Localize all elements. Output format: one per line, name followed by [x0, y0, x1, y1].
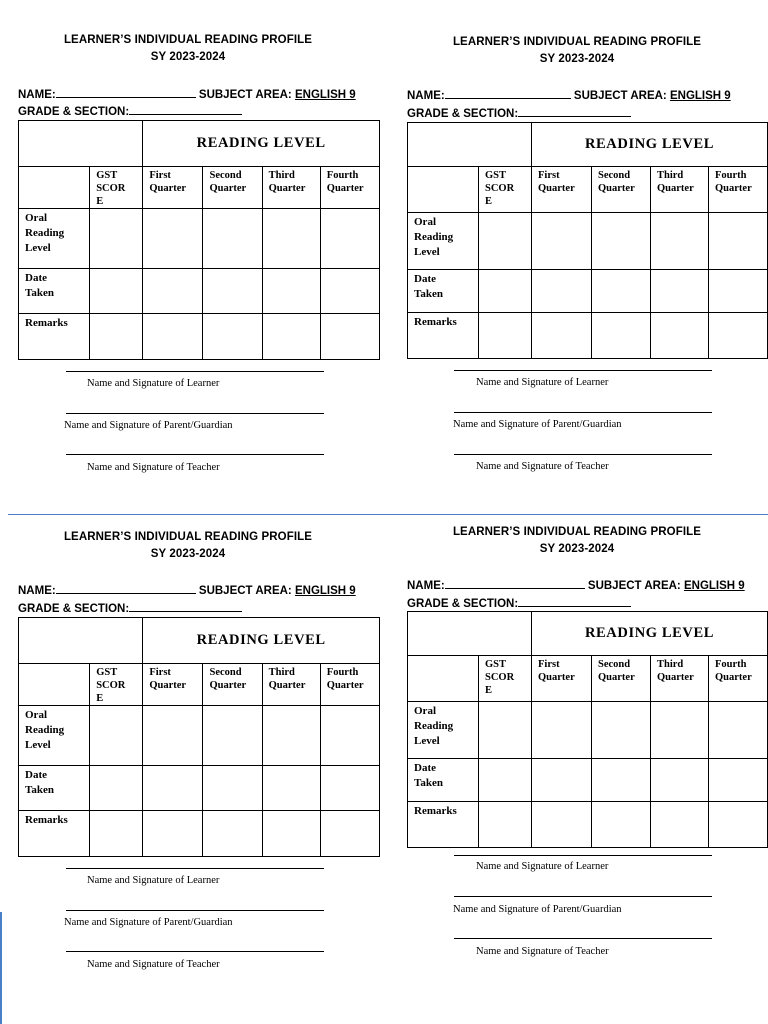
- entry-cell[interactable]: [592, 702, 651, 759]
- entry-cell[interactable]: [592, 213, 651, 270]
- subject-area-label: SUBJECT AREA:: [198, 585, 292, 597]
- school-year: SY 2023-2024: [539, 53, 615, 65]
- entry-cell[interactable]: [532, 213, 592, 270]
- learner-signature-line[interactable]: [454, 855, 712, 856]
- reading-level-header: READING LEVEL: [143, 121, 380, 167]
- row-header-remarks: Remarks: [19, 314, 90, 360]
- entry-cell[interactable]: [479, 759, 532, 802]
- column-header-third-quarter: Third Quarter: [651, 656, 709, 702]
- reading-level-header: READING LEVEL: [532, 123, 768, 167]
- grade-section-label: GRADE & SECTION:: [407, 108, 519, 120]
- name-field[interactable]: [56, 582, 196, 594]
- name-label: NAME:: [407, 90, 445, 102]
- card-header: [18, 32, 358, 66]
- parent-signature-line[interactable]: [454, 412, 712, 413]
- entry-cell[interactable]: [262, 269, 320, 314]
- entry-cell[interactable]: [592, 802, 651, 848]
- name-subject-line: [18, 86, 356, 101]
- page-edge-mark: [0, 912, 2, 1024]
- grade-section-label: GRADE & SECTION:: [18, 106, 130, 118]
- column-header-third-quarter: Third Quarter: [651, 167, 709, 213]
- grade-section-field[interactable]: [129, 600, 242, 612]
- subject-area-value: ENGLISH 9: [683, 580, 745, 592]
- entry-cell[interactable]: [143, 811, 203, 857]
- parent-signature-caption: Name and Signature of Parent/Guardian: [64, 420, 233, 431]
- grade-section-line: [18, 103, 242, 118]
- teacher-signature-caption: Name and Signature of Teacher: [87, 959, 220, 970]
- table-blank-cell: [19, 664, 90, 706]
- teacher-signature-line[interactable]: [454, 454, 712, 455]
- entry-cell[interactable]: [709, 270, 768, 313]
- entry-cell[interactable]: [651, 802, 709, 848]
- column-header-gst-score: GST SCOR E: [479, 656, 532, 702]
- entry-cell[interactable]: [203, 706, 262, 766]
- row-header-date-taken: Date Taken: [19, 269, 90, 314]
- entry-cell[interactable]: [532, 313, 592, 359]
- parent-signature-line[interactable]: [66, 413, 324, 414]
- entry-cell[interactable]: [203, 766, 262, 811]
- column-header-fourth-quarter: Fourth Quarter: [320, 664, 379, 706]
- entry-cell[interactable]: [651, 759, 709, 802]
- column-header-first-quarter: First Quarter: [143, 664, 203, 706]
- entry-cell[interactable]: [651, 213, 709, 270]
- entry-cell[interactable]: [709, 759, 768, 802]
- name-label: NAME:: [18, 89, 56, 101]
- subject-area-label: SUBJECT AREA:: [198, 89, 292, 101]
- grade-section-field[interactable]: [518, 595, 631, 607]
- row-header-oral-reading-level: Oral Reading Level: [19, 706, 90, 766]
- entry-cell[interactable]: [262, 314, 320, 360]
- entry-cell[interactable]: [90, 269, 143, 314]
- row-header-oral-reading-level: Oral Reading Level: [408, 213, 479, 270]
- reading-profile-card: [407, 524, 768, 984]
- entry-cell[interactable]: [479, 270, 532, 313]
- row-header-date-taken: Date Taken: [408, 270, 479, 313]
- entry-cell[interactable]: [592, 270, 651, 313]
- subject-area-value: ENGLISH 9: [294, 89, 356, 101]
- entry-cell[interactable]: [709, 802, 768, 848]
- card-header: [407, 34, 747, 68]
- parent-signature-caption: Name and Signature of Parent/Guardian: [64, 917, 233, 928]
- entry-cell[interactable]: [262, 209, 320, 269]
- entry-cell[interactable]: [320, 314, 379, 360]
- column-header-third-quarter: Third Quarter: [262, 664, 320, 706]
- entry-cell[interactable]: [532, 702, 592, 759]
- grade-section-field[interactable]: [129, 103, 242, 115]
- name-field[interactable]: [445, 87, 571, 99]
- form-title: LEARNER’S INDIVIDUAL READING PROFILE: [63, 34, 313, 46]
- column-header-fourth-quarter: Fourth Quarter: [709, 167, 768, 213]
- teacher-signature-line[interactable]: [454, 938, 712, 939]
- entry-cell[interactable]: [479, 213, 532, 270]
- learner-signature-line[interactable]: [66, 371, 324, 372]
- grade-section-line: [407, 595, 631, 610]
- name-field[interactable]: [56, 86, 196, 98]
- column-header-fourth-quarter: Fourth Quarter: [320, 167, 379, 209]
- learner-signature-caption: Name and Signature of Learner: [476, 377, 609, 388]
- learner-signature-caption: Name and Signature of Learner: [87, 875, 220, 886]
- entry-cell[interactable]: [651, 702, 709, 759]
- name-subject-line: [18, 582, 356, 597]
- table-corner-cell: [408, 612, 532, 656]
- row-header-oral-reading-level: Oral Reading Level: [19, 209, 90, 269]
- section-divider: [8, 514, 768, 515]
- entry-cell[interactable]: [90, 811, 143, 857]
- reading-level-table: [18, 120, 380, 360]
- entry-cell[interactable]: [592, 313, 651, 359]
- entry-cell[interactable]: [532, 270, 592, 313]
- entry-cell[interactable]: [592, 759, 651, 802]
- name-label: NAME:: [407, 580, 445, 592]
- entry-cell[interactable]: [90, 314, 143, 360]
- learner-signature-line[interactable]: [454, 370, 712, 371]
- row-header-remarks: Remarks: [408, 313, 479, 359]
- name-subject-line: [407, 577, 745, 592]
- column-header-fourth-quarter: Fourth Quarter: [709, 656, 768, 702]
- column-header-second-quarter: Second Quarter: [203, 167, 262, 209]
- reading-level-table: [18, 617, 380, 857]
- teacher-signature-caption: Name and Signature of Teacher: [87, 462, 220, 473]
- grade-section-line: [18, 600, 242, 615]
- row-header-date-taken: Date Taken: [19, 766, 90, 811]
- table-corner-cell: [19, 618, 143, 664]
- parent-signature-line[interactable]: [454, 896, 712, 897]
- entry-cell[interactable]: [479, 313, 532, 359]
- entry-cell[interactable]: [709, 313, 768, 359]
- school-year: SY 2023-2024: [539, 543, 615, 555]
- entry-cell[interactable]: [651, 270, 709, 313]
- grade-section-field[interactable]: [518, 105, 631, 117]
- entry-cell[interactable]: [320, 766, 379, 811]
- form-title: LEARNER’S INDIVIDUAL READING PROFILE: [452, 526, 702, 538]
- row-header-oral-reading-level: Oral Reading Level: [408, 702, 479, 759]
- grade-section-label: GRADE & SECTION:: [407, 598, 519, 610]
- row-header-remarks: Remarks: [19, 811, 90, 857]
- entry-cell[interactable]: [262, 811, 320, 857]
- reading-profile-card: [18, 529, 388, 989]
- entry-cell[interactable]: [262, 766, 320, 811]
- name-label: NAME:: [18, 585, 56, 597]
- school-year: SY 2023-2024: [150, 51, 226, 63]
- teacher-signature-line[interactable]: [66, 951, 324, 952]
- entry-cell[interactable]: [479, 802, 532, 848]
- entry-cell[interactable]: [320, 811, 379, 857]
- table-blank-cell: [408, 167, 479, 213]
- entry-cell[interactable]: [143, 706, 203, 766]
- table-blank-cell: [408, 656, 479, 702]
- form-title: LEARNER’S INDIVIDUAL READING PROFILE: [63, 531, 313, 543]
- entry-cell[interactable]: [709, 702, 768, 759]
- table-corner-cell: [19, 121, 143, 167]
- column-header-third-quarter: Third Quarter: [262, 167, 320, 209]
- row-header-date-taken: Date Taken: [408, 759, 479, 802]
- learner-signature-caption: Name and Signature of Learner: [87, 378, 220, 389]
- entry-cell[interactable]: [143, 269, 203, 314]
- grade-section-label: GRADE & SECTION:: [18, 603, 130, 615]
- subject-area-value: ENGLISH 9: [669, 90, 731, 102]
- school-year: SY 2023-2024: [150, 548, 226, 560]
- reading-level-table: [407, 611, 768, 848]
- reading-profile-card: [407, 34, 768, 494]
- column-header-second-quarter: Second Quarter: [203, 664, 262, 706]
- learner-signature-caption: Name and Signature of Learner: [476, 861, 609, 872]
- column-header-gst-score: GST SCOR E: [90, 167, 143, 209]
- column-header-first-quarter: First Quarter: [143, 167, 203, 209]
- teacher-signature-line[interactable]: [66, 454, 324, 455]
- entry-cell[interactable]: [203, 269, 262, 314]
- form-title: LEARNER’S INDIVIDUAL READING PROFILE: [452, 36, 702, 48]
- entry-cell[interactable]: [90, 706, 143, 766]
- column-header-second-quarter: Second Quarter: [592, 167, 651, 213]
- name-field[interactable]: [445, 577, 585, 589]
- column-header-first-quarter: First Quarter: [532, 656, 592, 702]
- entry-cell[interactable]: [143, 766, 203, 811]
- subject-area-label: SUBJECT AREA:: [587, 580, 681, 592]
- entry-cell[interactable]: [651, 313, 709, 359]
- subject-area-value: ENGLISH 9: [294, 585, 356, 597]
- reading-level-header: READING LEVEL: [143, 618, 380, 664]
- entry-cell[interactable]: [90, 766, 143, 811]
- reading-level-header: READING LEVEL: [532, 612, 768, 656]
- learner-signature-line[interactable]: [66, 868, 324, 869]
- parent-signature-line[interactable]: [66, 910, 324, 911]
- entry-cell[interactable]: [143, 314, 203, 360]
- teacher-signature-caption: Name and Signature of Teacher: [476, 946, 609, 957]
- entry-cell[interactable]: [203, 209, 262, 269]
- card-header: [18, 529, 358, 563]
- row-header-remarks: Remarks: [408, 802, 479, 848]
- entry-cell[interactable]: [262, 706, 320, 766]
- entry-cell[interactable]: [203, 811, 262, 857]
- parent-signature-caption: Name and Signature of Parent/Guardian: [453, 419, 622, 430]
- column-header-second-quarter: Second Quarter: [592, 656, 651, 702]
- entry-cell[interactable]: [320, 706, 379, 766]
- entry-cell[interactable]: [320, 269, 379, 314]
- teacher-signature-caption: Name and Signature of Teacher: [476, 461, 609, 472]
- entry-cell[interactable]: [532, 802, 592, 848]
- entry-cell[interactable]: [90, 209, 143, 269]
- reading-level-table: [407, 122, 768, 359]
- column-header-gst-score: GST SCOR E: [479, 167, 532, 213]
- grade-section-line: [407, 105, 631, 120]
- column-header-first-quarter: First Quarter: [532, 167, 592, 213]
- table-blank-cell: [19, 167, 90, 209]
- entry-cell[interactable]: [203, 314, 262, 360]
- subject-area-label: SUBJECT AREA:: [573, 90, 667, 102]
- name-subject-line: [407, 87, 731, 102]
- reading-profile-card: [18, 32, 388, 492]
- entry-cell[interactable]: [320, 209, 379, 269]
- table-corner-cell: [408, 123, 532, 167]
- column-header-gst-score: GST SCOR E: [90, 664, 143, 706]
- entry-cell[interactable]: [532, 759, 592, 802]
- entry-cell[interactable]: [709, 213, 768, 270]
- entry-cell[interactable]: [143, 209, 203, 269]
- card-header: [407, 524, 747, 558]
- parent-signature-caption: Name and Signature of Parent/Guardian: [453, 904, 622, 915]
- entry-cell[interactable]: [479, 702, 532, 759]
